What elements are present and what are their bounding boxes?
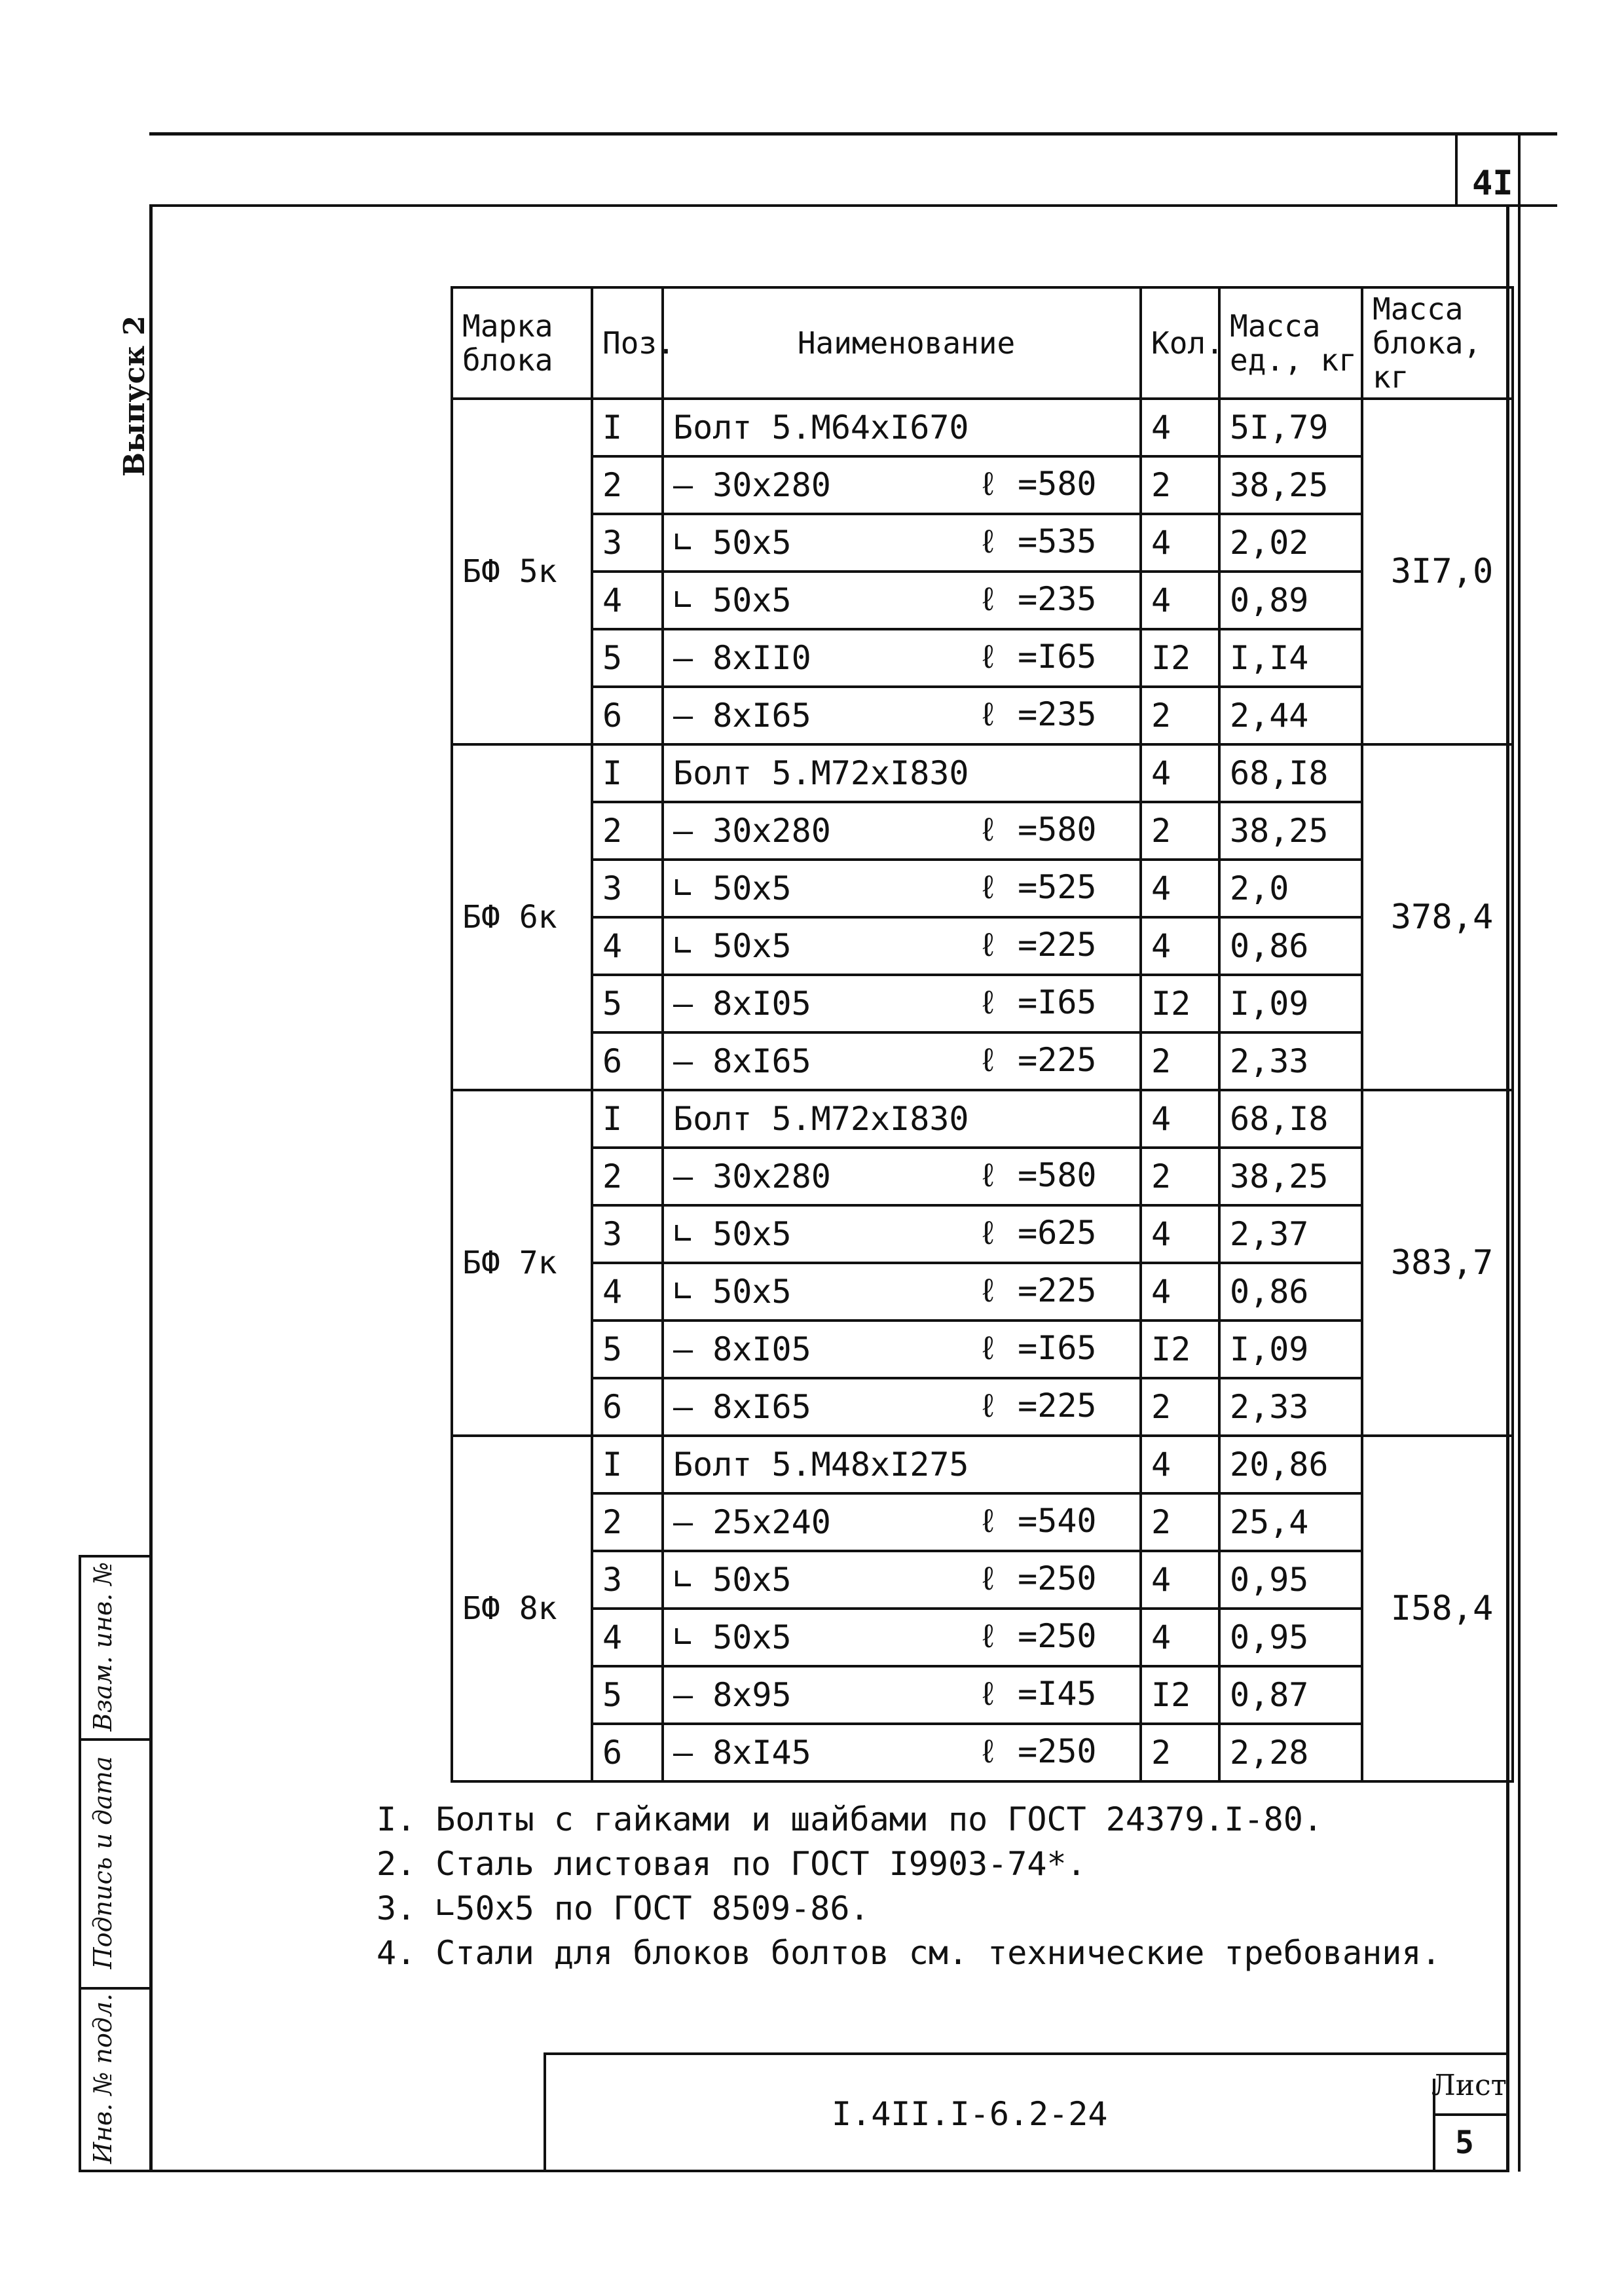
item-length: ℓ =540 <box>978 1502 1097 1540</box>
item-name: ∟ 50х5 <box>673 1561 792 1599</box>
item-name: ∟ 50х5 <box>673 581 792 619</box>
stamp-divider-1 <box>79 1738 152 1741</box>
issue-label: Выпуск 2 <box>118 315 151 477</box>
unit-mass-cell: 2,37 <box>1219 1205 1362 1263</box>
name-cell <box>663 917 1141 975</box>
name-cell <box>663 1436 1141 1493</box>
specification-table <box>451 286 1514 1783</box>
name-cell <box>663 1724 1141 1781</box>
unit-mass-cell: 2,02 <box>1219 514 1362 572</box>
quantity-cell: 2 <box>1141 1493 1219 1551</box>
position-cell: 6 <box>592 687 663 744</box>
item-name: – 8хI05 <box>673 1330 811 1368</box>
item-name: – 30х280 <box>673 812 831 850</box>
item-name: ∟ 50х5 <box>673 1215 792 1253</box>
frame-right-outer-line <box>1518 132 1521 2172</box>
name-cell <box>663 1609 1141 1666</box>
unit-mass-cell: 5I,79 <box>1219 399 1362 456</box>
name-cell <box>663 1032 1141 1090</box>
item-name: – 8хI65 <box>673 1388 811 1426</box>
name-cell <box>663 456 1141 514</box>
table-row <box>452 1493 1513 1551</box>
table-row <box>452 629 1513 687</box>
table-row <box>452 860 1513 917</box>
quantity-cell: 2 <box>1141 687 1219 744</box>
item-length: ℓ =250 <box>978 1617 1097 1655</box>
document-designation: I.4II.I-6.2-24 <box>832 2095 1108 2133</box>
item-name: Болт 5.М72хI830 <box>673 1100 969 1138</box>
unit-mass-cell: 0,95 <box>1219 1551 1362 1609</box>
sheet-number: 5 <box>1455 2124 1474 2161</box>
title-block-left <box>544 2052 546 2172</box>
item-length: ℓ =525 <box>978 868 1097 906</box>
header-unit-mass: Масса ед., кг <box>1219 287 1362 399</box>
unit-mass-cell: 2,0 <box>1219 860 1362 917</box>
table-row <box>452 572 1513 629</box>
position-cell: 6 <box>592 1378 663 1436</box>
item-name: – 8хI05 <box>673 985 811 1023</box>
name-cell <box>663 1263 1141 1321</box>
quantity-cell: 2 <box>1141 802 1219 860</box>
table-row <box>452 744 1513 802</box>
table-row <box>452 1263 1513 1321</box>
quantity-cell: 4 <box>1141 1205 1219 1263</box>
table-row <box>452 975 1513 1032</box>
unit-mass-cell: I,09 <box>1219 1321 1362 1378</box>
name-cell <box>663 1205 1141 1263</box>
block-mass-cell: 378,4 <box>1362 744 1513 1090</box>
table-row <box>452 514 1513 572</box>
item-length: ℓ =250 <box>978 1559 1097 1597</box>
item-length: ℓ =625 <box>978 1214 1097 1252</box>
table-row <box>452 1090 1513 1148</box>
item-length: ℓ =235 <box>978 580 1097 618</box>
unit-mass-cell: I,I4 <box>1219 629 1362 687</box>
position-cell: 5 <box>592 1321 663 1378</box>
item-name: – 30х280 <box>673 1157 831 1195</box>
item-length: ℓ =225 <box>978 926 1097 964</box>
position-cell: 6 <box>592 1724 663 1781</box>
item-name: Болт 5.М48хI275 <box>673 1446 969 1484</box>
header-name: Наименование <box>663 287 1141 399</box>
quantity-cell: 4 <box>1141 399 1219 456</box>
quantity-cell: 4 <box>1141 744 1219 802</box>
position-cell: 5 <box>592 975 663 1032</box>
block-mark: БФ 7к <box>452 1090 592 1436</box>
block-mark: БФ 6к <box>452 744 592 1090</box>
quantity-cell: 2 <box>1141 456 1219 514</box>
item-length: ℓ =535 <box>978 522 1097 560</box>
block-mass-cell: 383,7 <box>1362 1090 1513 1436</box>
unit-mass-cell: 0,89 <box>1219 572 1362 629</box>
frame-top-line <box>149 132 1557 136</box>
unit-mass-cell: 2,28 <box>1219 1724 1362 1781</box>
table-row <box>452 1436 1513 1493</box>
unit-mass-cell: 68,I8 <box>1219 1090 1362 1148</box>
name-cell <box>663 1321 1141 1378</box>
item-name: Болт 5.М64хI670 <box>673 409 969 446</box>
note-item: 4. Стали для блоков болтов см. технические требования. <box>377 1934 1441 1972</box>
unit-mass-cell: 0,86 <box>1219 1263 1362 1321</box>
table-row <box>452 802 1513 860</box>
item-name: ∟ 50х5 <box>673 524 792 562</box>
quantity-cell: 4 <box>1141 514 1219 572</box>
quantity-cell: 4 <box>1141 1263 1219 1321</box>
item-name: – 30х280 <box>673 466 831 504</box>
position-cell: 2 <box>592 802 663 860</box>
item-length: ℓ =I65 <box>978 983 1097 1021</box>
block-mass-cell: I58,4 <box>1362 1436 1513 1781</box>
name-cell <box>663 860 1141 917</box>
quantity-cell: 4 <box>1141 1609 1219 1666</box>
quantity-cell: I2 <box>1141 975 1219 1032</box>
item-length: ℓ =225 <box>978 1387 1097 1425</box>
note-item: 3. ∟50х5 по ГОСТ 8509-86. <box>377 1889 870 1927</box>
unit-mass-cell: 2,33 <box>1219 1032 1362 1090</box>
table-row <box>452 1032 1513 1090</box>
position-cell: I <box>592 1090 663 1148</box>
table-header-row <box>452 287 1513 399</box>
name-cell <box>663 1090 1141 1148</box>
stamp-label-signature-date: Подпись и дата <box>88 1756 117 1969</box>
name-cell <box>663 1493 1141 1551</box>
item-name: ∟ 50х5 <box>673 869 792 907</box>
position-cell: 4 <box>592 572 663 629</box>
position-cell: 2 <box>592 456 663 514</box>
table-row <box>452 1666 1513 1724</box>
page-number: 4I <box>1472 164 1513 203</box>
position-cell: 2 <box>592 1493 663 1551</box>
header-mark: Марка блока <box>452 287 592 399</box>
unit-mass-cell: 0,95 <box>1219 1609 1362 1666</box>
name-cell <box>663 572 1141 629</box>
unit-mass-cell: 0,87 <box>1219 1666 1362 1724</box>
unit-mass-cell: 2,33 <box>1219 1378 1362 1436</box>
quantity-cell: 4 <box>1141 1436 1219 1493</box>
quantity-cell: I2 <box>1141 629 1219 687</box>
item-name: – 8хII0 <box>673 639 811 677</box>
quantity-cell: 4 <box>1141 860 1219 917</box>
position-cell: 5 <box>592 629 663 687</box>
unit-mass-cell: 25,4 <box>1219 1493 1362 1551</box>
frame-bottom-line <box>79 2170 1509 2172</box>
position-cell: 6 <box>592 1032 663 1090</box>
table-row <box>452 1551 1513 1609</box>
name-cell <box>663 399 1141 456</box>
unit-mass-cell: 0,86 <box>1219 917 1362 975</box>
quantity-cell: 2 <box>1141 1378 1219 1436</box>
frame-inner-top-line <box>149 204 1557 207</box>
name-cell <box>663 975 1141 1032</box>
quantity-cell: 2 <box>1141 1032 1219 1090</box>
position-cell: 4 <box>592 917 663 975</box>
stamp-column-left <box>79 1555 81 2172</box>
quantity-cell: I2 <box>1141 1321 1219 1378</box>
stamp-divider-2 <box>79 1987 152 1990</box>
title-block-top <box>544 2052 1509 2055</box>
name-cell <box>663 514 1141 572</box>
item-length: ℓ =580 <box>978 465 1097 503</box>
unit-mass-cell: 38,25 <box>1219 1148 1362 1205</box>
quantity-cell: 4 <box>1141 572 1219 629</box>
position-cell: I <box>592 399 663 456</box>
table-row <box>452 1378 1513 1436</box>
position-cell: I <box>592 744 663 802</box>
item-name: ∟ 50х5 <box>673 1618 792 1656</box>
position-cell: 4 <box>592 1609 663 1666</box>
table-row <box>452 1609 1513 1666</box>
name-cell <box>663 1666 1141 1724</box>
item-length: ℓ =I65 <box>978 638 1097 676</box>
name-cell <box>663 1148 1141 1205</box>
name-cell <box>663 744 1141 802</box>
note-item: I. Болты с гайками и шайбами по ГОСТ 24379.I-80. <box>377 1800 1323 1838</box>
unit-mass-cell: 38,25 <box>1219 456 1362 514</box>
table-row <box>452 456 1513 514</box>
page-number-box-left <box>1455 132 1458 206</box>
quantity-cell: 2 <box>1141 1148 1219 1205</box>
item-length: ℓ =225 <box>978 1041 1097 1079</box>
position-cell: I <box>592 1436 663 1493</box>
item-length: ℓ =I65 <box>978 1329 1097 1367</box>
item-name: ∟ 50х5 <box>673 927 792 965</box>
quantity-cell: 4 <box>1141 1090 1219 1148</box>
unit-mass-cell: 2,44 <box>1219 687 1362 744</box>
header-block-mass: Масса блока, кг <box>1362 287 1513 399</box>
item-length: ℓ =I45 <box>978 1675 1097 1713</box>
position-cell: 3 <box>592 514 663 572</box>
item-name: – 8х95 <box>673 1676 792 1714</box>
position-cell: 3 <box>592 1551 663 1609</box>
item-length: ℓ =225 <box>978 1271 1097 1309</box>
block-mark: БФ 5к <box>452 399 592 744</box>
notes <box>377 1797 1441 1975</box>
header-pos: Поз. <box>592 287 663 399</box>
position-cell: 3 <box>592 1205 663 1263</box>
quantity-cell: 4 <box>1141 917 1219 975</box>
quantity-cell: I2 <box>1141 1666 1219 1724</box>
table-row <box>452 399 1513 456</box>
item-name: – 8хI45 <box>673 1734 811 1772</box>
name-cell <box>663 802 1141 860</box>
name-cell <box>663 687 1141 744</box>
table-row <box>452 1321 1513 1378</box>
position-cell: 5 <box>592 1666 663 1724</box>
block-mark: БФ 8к <box>452 1436 592 1781</box>
name-cell <box>663 1378 1141 1436</box>
unit-mass-cell: 38,25 <box>1219 802 1362 860</box>
name-cell <box>663 629 1141 687</box>
sheet-label: Лист <box>1431 2069 1507 2102</box>
note-item: 2. Сталь листовая по ГОСТ I9903-74*. <box>377 1845 1086 1883</box>
table-row <box>452 1148 1513 1205</box>
item-name: – 8хI65 <box>673 697 811 735</box>
unit-mass-cell: 20,86 <box>1219 1436 1362 1493</box>
unit-mass-cell: 68,I8 <box>1219 744 1362 802</box>
table-row <box>452 687 1513 744</box>
stamp-column-right <box>149 1555 152 2172</box>
position-cell: 4 <box>592 1263 663 1321</box>
stamp-label-original-inv: Инв. № подл. <box>88 1993 117 2164</box>
header-qty: Кол. <box>1141 287 1219 399</box>
position-cell: 3 <box>592 860 663 917</box>
quantity-cell: 4 <box>1141 1551 1219 1609</box>
item-name: Болт 5.М72хI830 <box>673 754 969 792</box>
table-row <box>452 917 1513 975</box>
stamp-label-replaced-inv: Взам. инв. № <box>88 1561 117 1732</box>
item-length: ℓ =580 <box>978 1156 1097 1194</box>
quantity-cell: 2 <box>1141 1724 1219 1781</box>
position-cell: 2 <box>592 1148 663 1205</box>
title-block-sheet-divider <box>1433 2113 1508 2116</box>
table-row <box>452 1724 1513 1781</box>
name-cell <box>663 1551 1141 1609</box>
item-length: ℓ =250 <box>978 1732 1097 1770</box>
unit-mass-cell: I,09 <box>1219 975 1362 1032</box>
table-row <box>452 1205 1513 1263</box>
item-name: – 25х240 <box>673 1503 831 1541</box>
item-name: ∟ 50х5 <box>673 1273 792 1311</box>
item-length: ℓ =235 <box>978 695 1097 733</box>
block-mass-cell: 3I7,0 <box>1362 399 1513 744</box>
stamp-divider-top <box>79 1555 152 1558</box>
item-name: – 8хI65 <box>673 1042 811 1080</box>
item-length: ℓ =580 <box>978 811 1097 848</box>
